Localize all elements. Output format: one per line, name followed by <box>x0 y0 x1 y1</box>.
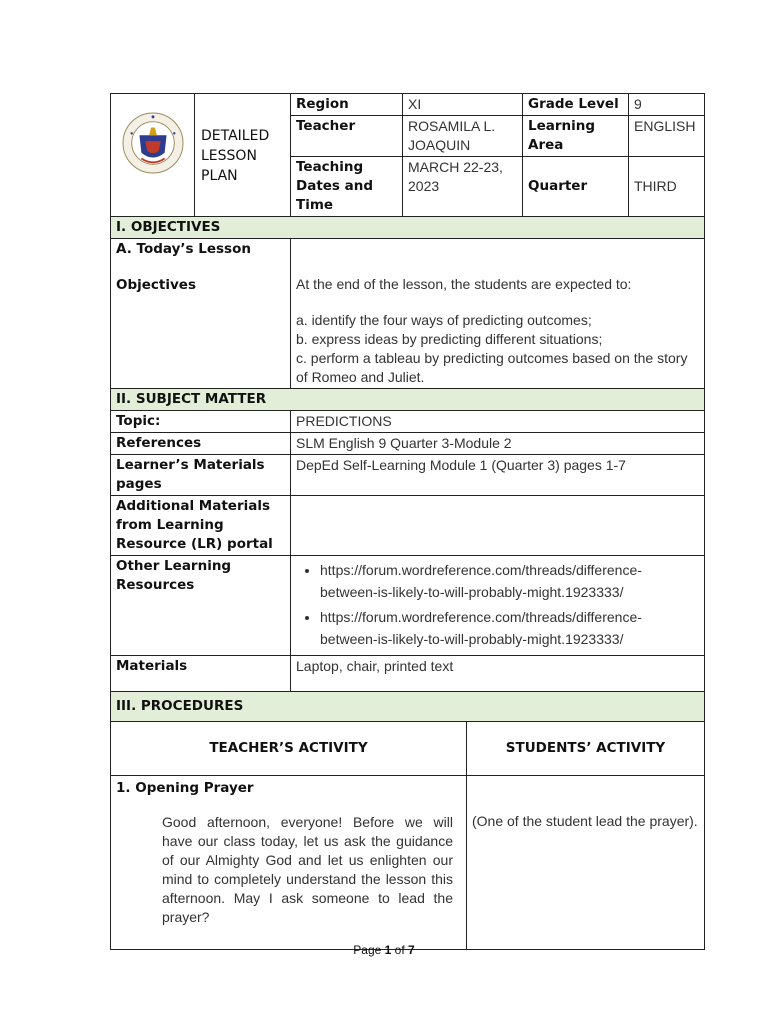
materials-value: Laptop, chair, printed text <box>291 656 705 692</box>
learning-area-label: Learning Area <box>523 116 629 157</box>
doc-title: DETAILED LESSON PLAN <box>195 94 291 217</box>
procedures-section-title: III. PROCEDURES <box>111 692 705 722</box>
grade-level-value: 9 <box>629 94 705 116</box>
objectives-cell <box>291 239 705 389</box>
deped-seal-icon <box>122 112 184 174</box>
region-value: XI <box>403 94 523 116</box>
body-table <box>110 216 705 722</box>
region-label: Region <box>291 94 403 116</box>
teacher-activity-cell <box>111 776 467 950</box>
learners-materials-label: Learner’s Materials pages <box>111 455 291 496</box>
objective-item: b. express ideas by predicting different situations; <box>296 331 603 347</box>
todays-lesson-cell <box>111 239 291 389</box>
additional-materials-value <box>291 496 705 556</box>
todays-lesson-label: A. Today’s Lesson <box>116 241 251 257</box>
topic-label: Topic: <box>111 411 291 433</box>
references-value: SLM English 9 Quarter 3-Module 2 <box>291 433 705 455</box>
objectives-intro: At the end of the lesson, the students are expected to: <box>296 276 632 292</box>
quarter-label: Quarter <box>523 157 629 217</box>
teacher-value: ROSAMILA L. JOAQUIN <box>403 116 523 157</box>
learning-area-value: ENGLISH <box>629 116 705 157</box>
objectives-label: Objectives <box>116 277 196 293</box>
additional-materials-label: Additional Materials from Learning Resource (LR) portal <box>111 496 291 556</box>
subject-matter-section-title: II. SUBJECT MATTER <box>111 389 705 411</box>
seal-cell <box>111 94 195 217</box>
resource-list <box>296 559 699 650</box>
quarter-value: THIRD <box>629 157 705 217</box>
teacher-label: Teacher <box>291 116 403 157</box>
grade-level-label: Grade Level <box>523 94 629 116</box>
students-activity-header: STUDENTS’ ACTIVITY <box>467 722 705 776</box>
opening-prayer-title: 1. Opening Prayer <box>116 780 254 796</box>
student-response: (One of the student lead the prayer). <box>472 813 698 829</box>
page-number: Page 1 of 7 <box>353 943 415 957</box>
resource-link[interactable]: • https://forum.wordreference.com/threads/difference-between-is-likely-to-will-probably-might.1923333/ <box>320 606 699 650</box>
materials-label: Materials <box>111 656 291 692</box>
other-resources-label: Other Learning Resources <box>111 556 291 656</box>
objective-item: c. perform a tableau by predicting outcomes based on the story of Romeo and Juliet. <box>296 350 688 385</box>
teacher-activity-header: TEACHER’S ACTIVITY <box>111 722 467 776</box>
teaching-dates-label: Teaching Dates and Time <box>291 157 403 217</box>
objective-item: a. identify the four ways of predicting outcomes; <box>296 312 592 328</box>
procedures-table <box>110 721 705 950</box>
references-label: References <box>111 433 291 455</box>
other-resources-cell <box>291 556 705 656</box>
resource-link[interactable]: • https://forum.wordreference.com/threads/difference-between-is-likely-to-will-probably-might.1923333/ <box>320 559 699 603</box>
lesson-plan-document <box>110 93 704 950</box>
opening-prayer-text: Good afternoon, everyone! Before we will have our class today, let us ask the guidance of our Almighty God and let us enlighten our mind to completely understand the lesson this afternoon. May I ask someone to lead the prayer? <box>162 814 453 925</box>
topic-value: PREDICTIONS <box>291 411 705 433</box>
students-activity-cell <box>467 776 705 950</box>
teaching-dates-value: MARCH 22-23, 2023 <box>403 157 523 217</box>
objectives-section-title: I. OBJECTIVES <box>111 217 705 239</box>
header-table <box>110 93 705 217</box>
learners-materials-value: DepEd Self-Learning Module 1 (Quarter 3) pages 1-7 <box>291 455 705 496</box>
